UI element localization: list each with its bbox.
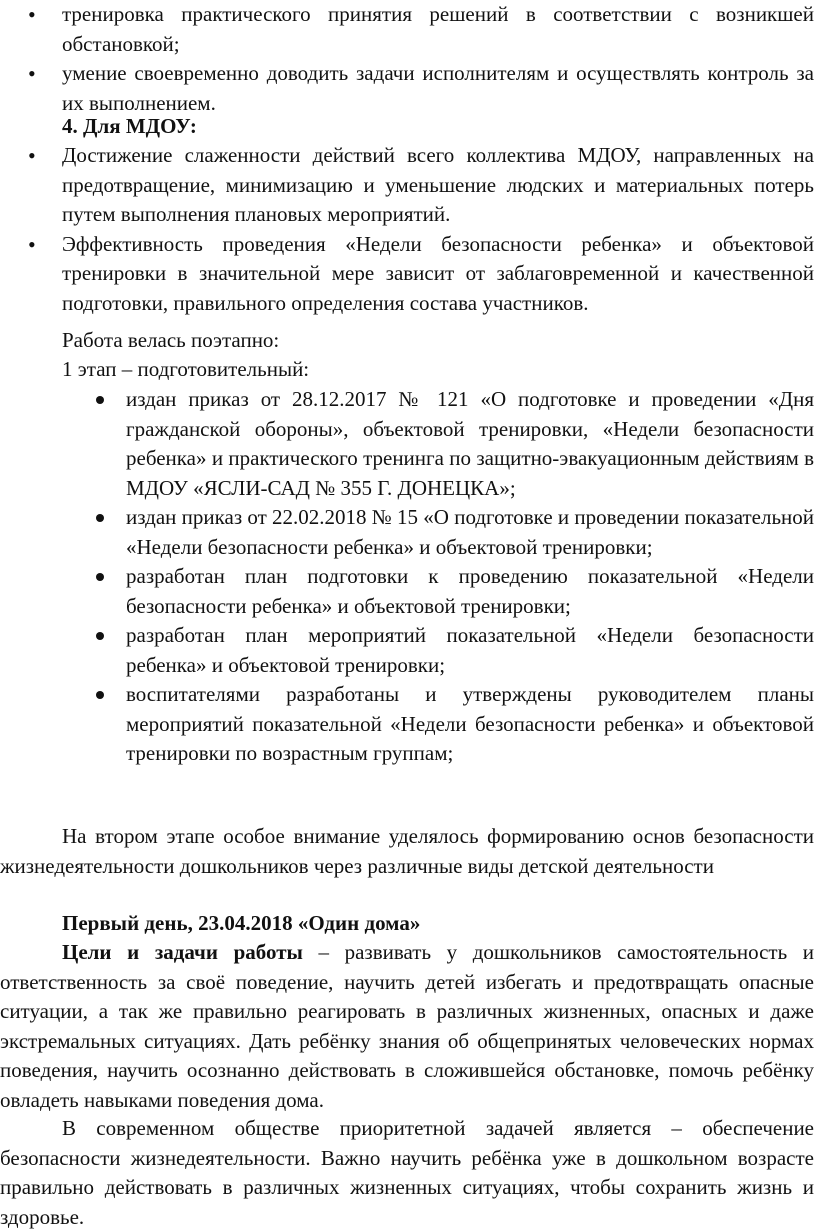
stage1-list: [90, 385, 814, 769]
list-item: разработан план подготовки к проведению показательной «Недели безопасности ребенка» и объектовой тренировки;: [90, 562, 814, 621]
day1-heading: Первый день, 23.04.2018 «Один дома»: [62, 911, 421, 935]
top-bullet-list: [26, 0, 814, 118]
goals-text: – развивать у дошкольников самостоятельность и ответственность за своё поведение, научить детей избегать и предотвращать опасные ситуации, а так же правильно реагировать в различных жизненных, опасных и даже экстремальных ситуациях. Дать ребёнку знания об общепринятых человеческих нормах поведения, научить осознанно действовать в сложившейся обстановке, помочь ребёнку овладеть навыками поведения дома.: [0, 940, 814, 1112]
final-paragraph: В современном обществе приоритетной задачей является – обеспечение безопасности жизнедеятельности. Важно научить ребёнка уже в дошкольном возрасте правильно действовать в различных жизненных ситуациях, чтобы сохранить жизнь и здоровье.: [0, 1116, 814, 1229]
work-stages-text: Работа велась поэтапно:: [62, 328, 280, 352]
list-item: разработан план мероприятий показательной «Недели безопасности ребенка» и объектовой тренировки;: [90, 621, 814, 680]
list-item: • тренировка практического принятия решений в соответствии с возникшей обстановкой;: [26, 0, 814, 59]
list-item: • умение своевременно доводить задачи исполнителям и осуществлять контроль за их выполнением.: [26, 59, 814, 118]
goals-paragraph: [0, 938, 814, 1115]
list-item: воспитателями разработаны и утверждены руководителем планы мероприятий показательной «Недели безопасности ребенка» и объектовой тренировки по возрастным группам;: [90, 680, 814, 769]
list-item: • Эффективность проведения «Недели безопасности ребенка» и объектовой тренировки в значительной мере зависит от заблаговременной и качественной подготовки, правильного определения состава участников.: [26, 230, 814, 319]
section-heading: 4. Для МДОУ:: [62, 114, 197, 138]
list-item: • Достижение слаженности действий всего коллектива МДОУ, направленных на предотвращение, минимизацию и уменьшение людских и материальных потерь путем выполнения плановых мероприятий.: [26, 141, 814, 230]
list-item: издан приказ от 28.12.2017 № 121 «О подготовке и проведении «Дня гражданской обороны», объектовой тренировки, «Недели безопасности ребенка» и практического тренинга по защитно-эвакуационным действиям в МДОУ «ЯСЛИ-САД № 355 Г. ДОНЕЦКА»;: [90, 385, 814, 503]
list-item: издан приказ от 22.02.2018 № 15 «О подготовке и проведении показательной «Недели безопасности ребенка» и объектовой тренировки;: [90, 503, 814, 562]
stage2-paragraph: На втором этапе особое внимание уделялось формированию основ безопасности жизнедеятельности дошкольников через различные виды детской деятельности: [0, 824, 814, 878]
section4-bullet-list: [26, 141, 814, 318]
stage1-label: 1 этап – подготовительный:: [62, 357, 310, 381]
goals-label: Цели и задачи работы: [62, 940, 303, 964]
